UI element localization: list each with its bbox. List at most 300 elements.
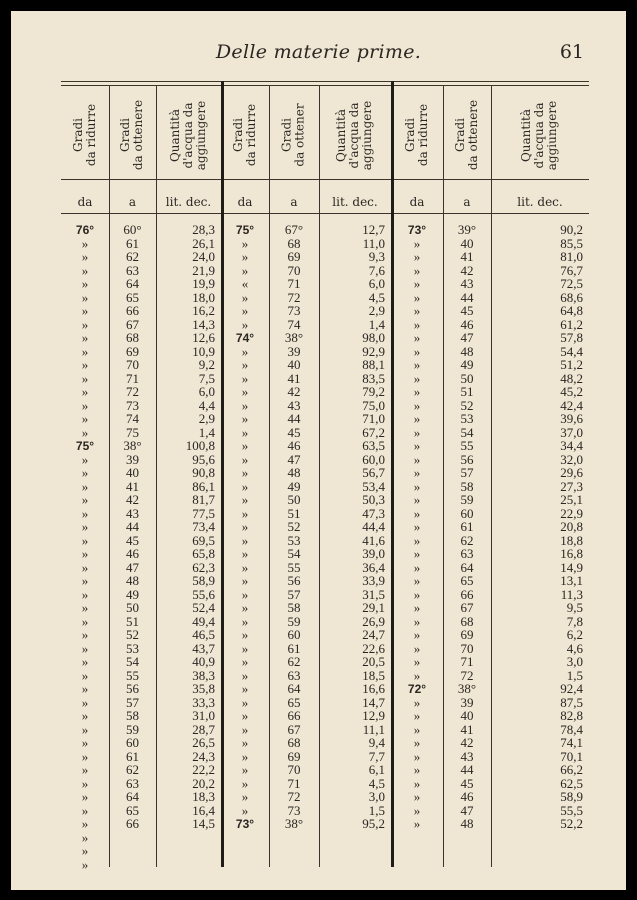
table-cell: »: [81, 735, 89, 750]
table-cell: 41: [460, 721, 474, 737]
table-cell: 4,6: [566, 640, 583, 656]
table-cell: 60°: [123, 222, 142, 237]
table-cell: 95,6: [192, 451, 215, 467]
table-cell: »: [413, 411, 421, 426]
table-cell: 14,7: [362, 694, 385, 710]
table-cell: 73°: [407, 223, 427, 237]
table-cell: 12,6: [192, 330, 215, 345]
table-cell: 69: [126, 343, 139, 359]
table-cell: 39: [287, 343, 301, 359]
table-cell: 66,2: [560, 762, 583, 777]
table-cell: 39°: [457, 222, 477, 237]
table-cell: 45: [287, 424, 301, 440]
table-cell: 38°: [123, 438, 142, 453]
table-cell: 13,1: [560, 573, 583, 588]
table-cell: 65: [287, 694, 301, 710]
table-cell: »: [241, 546, 249, 561]
table-cell: 77,5: [192, 505, 215, 521]
column-g1_da: [61, 223, 109, 871]
table-cell: »: [241, 789, 249, 804]
table-cell: 73°: [235, 817, 255, 831]
table-cell: »: [241, 316, 249, 332]
table-cell: »: [241, 654, 249, 669]
table-cell: »: [413, 330, 421, 345]
table-cell: 90,8: [192, 465, 215, 480]
table-cell: 68: [460, 613, 474, 629]
table-cell: 53,4: [362, 478, 385, 494]
table-cell: »: [241, 762, 249, 777]
table-cell: 21,9: [192, 262, 215, 278]
unit-label: da: [77, 195, 93, 209]
table-cell: »: [413, 249, 421, 264]
table-cell: »: [241, 708, 249, 723]
table-cell: 16,2: [192, 303, 215, 318]
table-cell: 33,9: [362, 573, 385, 588]
table-cell: »: [413, 451, 421, 467]
table-cell: »: [241, 235, 249, 251]
table-cell: 88,1: [362, 357, 385, 372]
column-header: [156, 91, 221, 179]
table-cell: 1,5: [368, 802, 385, 818]
table-cell: 70: [460, 640, 474, 656]
table-cell: 72: [126, 384, 139, 399]
table-cell: 51,2: [560, 357, 583, 372]
table-cell: 65,8: [192, 546, 215, 561]
table-cell: 57: [126, 694, 139, 710]
table-cell: 67: [287, 721, 301, 737]
table-cell: 71: [460, 654, 474, 669]
table-cell: 44: [460, 762, 474, 777]
table-cell: 81,7: [192, 492, 215, 507]
table-cell: 63: [460, 546, 474, 561]
column-g1_q: [156, 223, 215, 831]
column-g3_q: [491, 223, 583, 831]
table-cell: »: [81, 802, 89, 818]
table-cell: 60: [460, 505, 474, 521]
unit-label: da: [409, 195, 425, 209]
table-cell: 57: [287, 586, 301, 602]
table-cell: »: [81, 789, 89, 804]
table-cell: »: [413, 505, 421, 521]
table-cell: »: [413, 357, 421, 372]
table-cell: »: [241, 640, 249, 656]
table-cell: 76,7: [560, 262, 583, 278]
table-cell: 81,0: [560, 249, 583, 264]
table-cell: 54: [287, 546, 301, 561]
table-cell: 22,9: [560, 505, 583, 521]
table-cell: »: [413, 721, 421, 737]
column-header-label: Gradi da ottener: [280, 103, 307, 167]
table-cell: 62,5: [560, 775, 583, 791]
table-cell: 60,0: [362, 451, 385, 467]
table-cell: »: [81, 492, 89, 507]
table-cell: »: [413, 613, 421, 629]
table-cell: »: [413, 640, 421, 656]
table-cell: 92,9: [362, 343, 385, 359]
table-cell: »: [413, 789, 421, 804]
table-cell: »: [81, 856, 89, 872]
header-rule: [61, 179, 589, 180]
table-cell: »: [81, 357, 89, 372]
table-cell: 63: [126, 262, 139, 278]
table-cell: 49: [126, 586, 139, 602]
table-cell: 44: [460, 289, 474, 305]
table-cell: 36,4: [362, 559, 385, 575]
table-cell: »: [241, 586, 249, 602]
table-cell: »: [241, 559, 249, 575]
table-cell: 24,7: [362, 627, 385, 642]
table-cell: 73: [287, 303, 301, 318]
table-cell: 58,9: [192, 573, 215, 588]
table-cell: »: [241, 748, 249, 764]
table-cell: »: [413, 654, 421, 669]
table-cell: 42,4: [560, 397, 583, 413]
table-cell: »: [81, 721, 89, 737]
table-cell: 53: [287, 532, 301, 548]
table-cell: 2,9: [368, 303, 385, 318]
table-cell: 98,0: [362, 330, 385, 345]
table-cell: 6,1: [368, 762, 385, 777]
table-cell: 68: [287, 735, 301, 750]
table-cell: 66: [460, 586, 474, 602]
table-cell: »: [413, 235, 421, 251]
table-cell: 67,2: [362, 424, 385, 440]
table-cell: »: [241, 343, 249, 359]
table-cell: 73: [126, 397, 139, 413]
column-header-label: Quantità d'acqua da aggiungere: [519, 100, 560, 170]
table-cell: »: [81, 559, 89, 575]
table-cell: 50,3: [362, 492, 385, 507]
table-cell: 18,8: [560, 532, 583, 548]
table-cell: 75,0: [362, 397, 385, 413]
table-cell: 9,2: [198, 357, 215, 372]
table-cell: 37,0: [560, 424, 583, 440]
table-cell: 6,2: [566, 627, 583, 642]
table-cell: »: [81, 573, 89, 588]
table-cell: »: [81, 708, 89, 723]
table-cell: 61: [287, 640, 301, 656]
running-title: Delle materie prime.: [215, 41, 422, 63]
table-cell: 74,1: [560, 735, 583, 750]
table-cell: »: [241, 613, 249, 629]
table-cell: »: [413, 384, 421, 399]
table-cell: »: [81, 249, 89, 264]
table-cell: 52: [287, 519, 301, 534]
table-cell: 25,1: [560, 492, 583, 507]
table-cell: 51: [287, 505, 301, 521]
column-header: [109, 91, 156, 179]
column-header: [443, 91, 491, 179]
table-cell: »: [241, 627, 249, 642]
column-g1_a: [109, 223, 156, 831]
table-cell: 67: [460, 600, 474, 615]
table-cell: »: [241, 451, 249, 467]
table-cell: »: [413, 276, 421, 291]
table-cell: »: [81, 843, 89, 858]
table-cell: 67°: [284, 222, 304, 237]
table-cell: 7,8: [566, 613, 583, 629]
table-cell: 60: [126, 735, 139, 750]
table-cell: 52: [460, 397, 474, 413]
table-cell: »: [81, 627, 89, 642]
table-cell: 52,2: [560, 816, 583, 831]
table-cell: »: [81, 667, 89, 683]
table-cell: 7,5: [198, 370, 215, 386]
table-cell: 75°: [235, 223, 255, 237]
table-cell: »: [81, 330, 89, 345]
table-cell: »: [81, 681, 89, 696]
table-cell: »: [413, 316, 421, 332]
table-cell: »: [413, 343, 421, 359]
column-g2_da: [221, 223, 269, 831]
table-cell: 55: [126, 667, 139, 683]
table-cell: »: [413, 667, 421, 683]
table-cell: 42: [460, 262, 474, 278]
table-cell: 64: [126, 789, 139, 804]
table-cell: »: [81, 397, 89, 413]
table-cell: 55: [460, 438, 474, 453]
table-cell: 14,9: [560, 559, 583, 575]
table-cell: 62: [126, 249, 139, 264]
table-cell: 50: [287, 492, 301, 507]
page-number: 61: [559, 41, 584, 63]
table-cell: 6,0: [198, 384, 215, 399]
table-cell: 56: [126, 681, 139, 696]
column-header: [319, 91, 391, 179]
table-cell: »: [81, 465, 89, 480]
table-cell: »: [413, 262, 421, 278]
table-cell: 20,8: [560, 519, 583, 534]
table-cell: 42: [460, 735, 474, 750]
table-cell: «: [241, 276, 249, 291]
table-cell: 79,2: [362, 384, 385, 399]
table-cell: 52,4: [192, 600, 215, 615]
table-cell: 47: [126, 559, 139, 575]
table-cell: 3,0: [566, 654, 583, 669]
column-g2_a: [269, 223, 319, 831]
table-cell: »: [241, 357, 249, 372]
table-cell: 47: [287, 451, 301, 467]
table-cell: »: [241, 424, 249, 440]
table-cell: 69: [287, 249, 301, 264]
table-cell: 74: [126, 411, 139, 426]
table-cell: 55,5: [560, 802, 583, 818]
table-cell: 9,5: [566, 600, 583, 615]
column-header-label: Gradi da ottenere: [453, 99, 481, 171]
table-cell: »: [413, 748, 421, 764]
table-cell: »: [81, 532, 89, 548]
table-cell: »: [413, 519, 421, 534]
column-header-label: Gradi da ridurre: [403, 103, 430, 167]
table-cell: 61: [126, 748, 139, 764]
column-g3_da: [391, 223, 443, 831]
table-cell: »: [81, 289, 89, 305]
table-cell: »: [241, 775, 249, 791]
table-cell: 20,2: [192, 775, 215, 791]
table-cell: »: [241, 573, 249, 588]
table-cell: »: [413, 546, 421, 561]
table-cell: 56: [460, 451, 474, 467]
column-g3_a: [443, 223, 491, 831]
table-cell: »: [81, 586, 89, 602]
table-cell: 58: [460, 478, 474, 494]
table-cell: 42: [287, 384, 301, 399]
table-cell: 26,1: [192, 235, 215, 251]
table-cell: »: [241, 465, 249, 480]
book-page: [11, 11, 626, 890]
table-cell: 9,4: [368, 735, 385, 750]
table-cell: 54: [126, 654, 139, 669]
table-cell: »: [241, 289, 249, 305]
table-cell: 49: [460, 357, 474, 372]
table-cell: 4,5: [368, 289, 385, 305]
table-cell: »: [413, 303, 421, 318]
table-cell: »: [413, 492, 421, 507]
table-cell: 43: [460, 748, 474, 764]
table-cell: 48: [460, 816, 474, 831]
table-cell: 38°: [457, 681, 477, 696]
table-cell: 38°: [284, 330, 304, 345]
table-cell: 28,3: [192, 222, 215, 237]
table-cell: »: [81, 303, 89, 318]
table-cell: 40: [460, 235, 474, 251]
table-cell: 57,8: [560, 330, 583, 345]
subheader-rule: [61, 213, 589, 214]
column-header-label: Quantità d'acqua da aggiungere: [168, 100, 208, 170]
table-cell: 51: [460, 384, 474, 399]
table-cell: »: [413, 289, 421, 305]
table-cell: 56,7: [362, 465, 385, 480]
table-cell: »: [241, 384, 249, 399]
table-cell: 61,2: [560, 316, 583, 332]
table-cell: 66: [287, 708, 301, 723]
table-cell: 62: [460, 532, 474, 548]
table-cell: »: [413, 600, 421, 615]
table-cell: 64: [287, 681, 301, 696]
table-cell: 1,4: [368, 316, 385, 332]
table-cell: 39: [126, 451, 139, 467]
table-cell: »: [81, 748, 89, 764]
table-cell: 32,0: [560, 451, 583, 467]
table-cell: 70: [287, 262, 301, 278]
table-cell: 87,5: [560, 694, 583, 710]
table-cell: »: [81, 343, 89, 359]
table-cell: 20,5: [362, 654, 385, 669]
table-cell: »: [81, 654, 89, 669]
table-cell: 71,0: [362, 411, 385, 426]
table-cell: »: [241, 492, 249, 507]
unit-label: da: [237, 195, 253, 209]
table-cell: 29,6: [560, 465, 583, 480]
table-cell: 11,3: [560, 586, 583, 602]
table-cell: 28,7: [192, 721, 215, 737]
unit-label: lit. dec.: [165, 195, 212, 209]
table-cell: 49: [287, 478, 301, 494]
table-cell: »: [413, 762, 421, 777]
table-cell: 71: [287, 775, 301, 791]
table-cell: »: [241, 505, 249, 521]
table-cell: »: [81, 276, 89, 291]
table-cell: 43: [126, 505, 139, 521]
table-cell: 50: [126, 600, 139, 615]
table-cell: 59: [460, 492, 474, 507]
table-cell: 65: [126, 802, 139, 818]
table-cell: »: [413, 775, 421, 791]
table-cell: 70: [287, 762, 301, 777]
table-cell: »: [413, 573, 421, 588]
table-cell: 58: [126, 708, 139, 723]
unit-label: lit. dec.: [332, 195, 378, 209]
table-cell: 3,0: [368, 789, 385, 804]
table-cell: 53: [126, 640, 139, 656]
table-cell: 66: [126, 303, 139, 318]
table-cell: 40: [126, 465, 139, 480]
table-cell: 69: [287, 748, 301, 764]
table-cell: 40: [460, 708, 474, 723]
table-cell: 41,6: [362, 532, 385, 548]
table-cell: 73: [287, 802, 301, 818]
table-cell: 63: [126, 775, 139, 791]
table-cell: »: [241, 397, 249, 413]
table-cell: »: [413, 532, 421, 548]
table-cell: 53: [460, 411, 474, 426]
table-cell: 60: [287, 627, 301, 642]
table-cell: 22,6: [362, 640, 385, 656]
table-cell: 57: [460, 465, 474, 480]
column-header: [391, 91, 443, 179]
table-cell: 71: [126, 370, 139, 386]
table-cell: »: [413, 735, 421, 750]
table-cell: 100,8: [185, 438, 215, 453]
table-cell: 67: [126, 316, 139, 332]
table-cell: 71: [287, 276, 301, 291]
table-cell: 51: [126, 613, 139, 629]
table-cell: 45: [460, 775, 474, 791]
table-cell: 52: [126, 627, 139, 642]
table-cell: 72,5: [560, 276, 583, 291]
table-cell: 64: [126, 276, 139, 291]
unit-label: a: [128, 195, 137, 209]
table-cell: »: [413, 438, 421, 453]
table-cell: 74°: [235, 331, 255, 345]
dilution-table: [61, 81, 589, 872]
table-cell: 7,7: [368, 748, 385, 764]
table-cell: 73,4: [192, 519, 215, 534]
table-cell: »: [81, 370, 89, 386]
table-cell: »: [413, 370, 421, 386]
table-cell: 61: [126, 235, 139, 251]
table-cell: »: [413, 816, 421, 831]
table-cell: 18,0: [192, 289, 215, 305]
table-cell: »: [81, 775, 89, 791]
table-cell: 46: [126, 546, 139, 561]
table-cell: »: [81, 316, 89, 332]
table-cell: 59: [287, 613, 301, 629]
table-cell: 43: [460, 276, 474, 291]
table-cell: 70: [126, 357, 139, 372]
table-cell: 49,4: [192, 613, 215, 629]
table-cell: 46: [460, 789, 474, 804]
table-cell: 65: [460, 573, 474, 588]
table-cell: 38°: [284, 816, 304, 831]
table-cell: 11,0: [362, 235, 385, 251]
column-header-label: Gradi da ottenere: [118, 99, 146, 171]
table-cell: »: [241, 249, 249, 264]
table-cell: 27,3: [560, 478, 583, 494]
column-header: [61, 91, 109, 179]
table-cell: 47: [460, 330, 474, 345]
table-cell: 16,4: [192, 802, 215, 818]
